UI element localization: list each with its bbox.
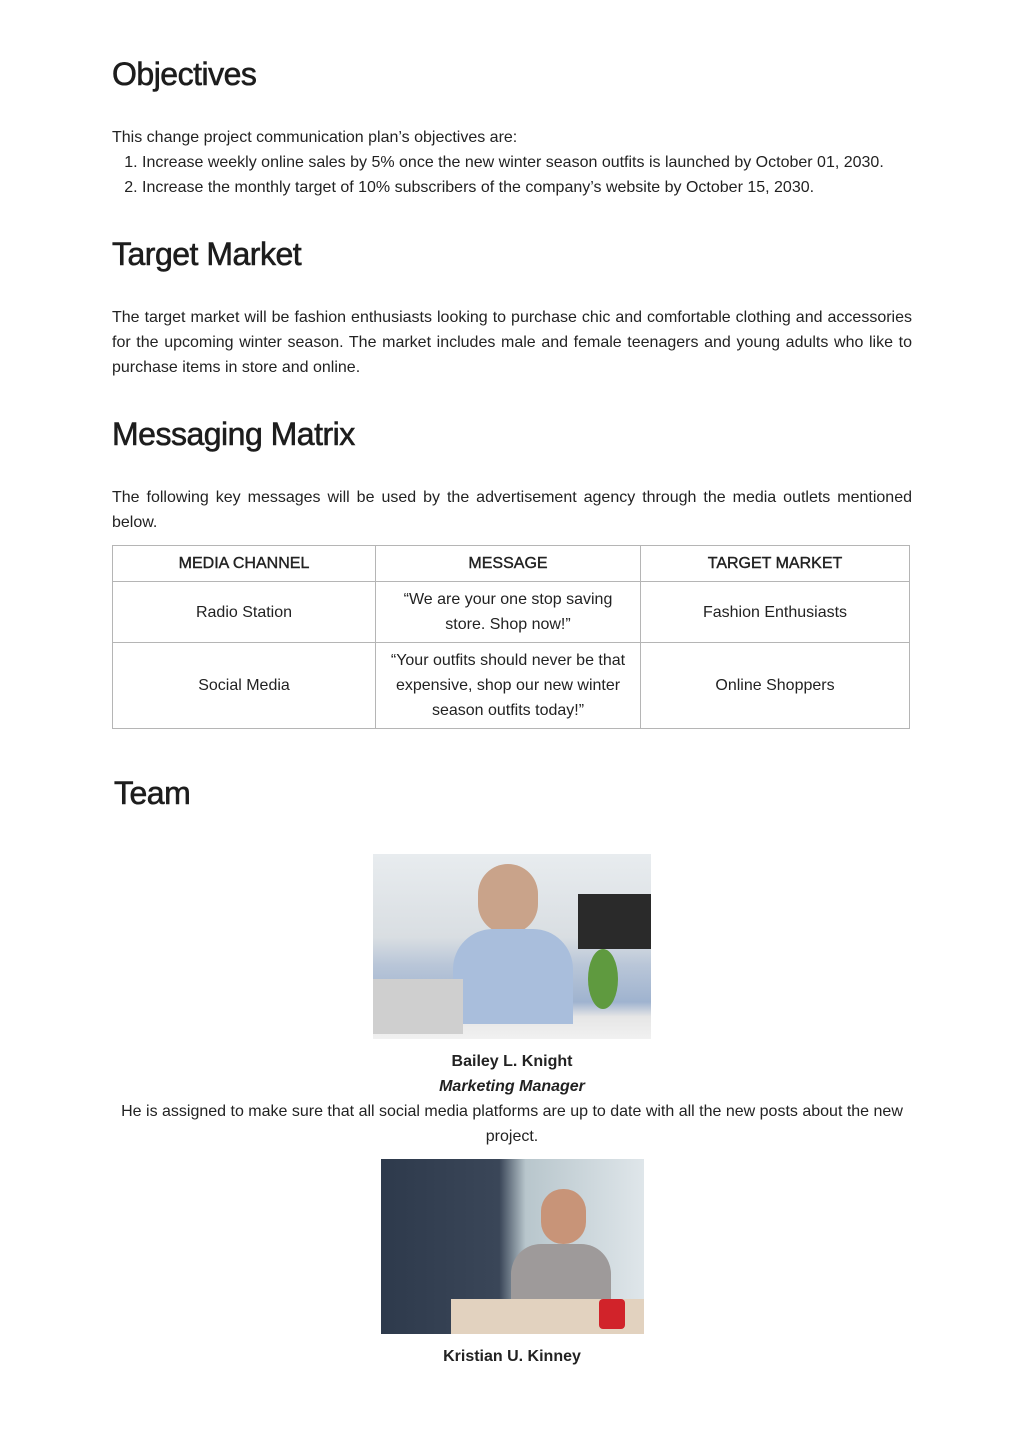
team-member-description: He is assigned to make sure that all social media platforms are up to date with all the new posts about the new project. bbox=[121, 1103, 903, 1145]
objectives-list bbox=[112, 150, 942, 200]
header-message: MESSAGE bbox=[376, 546, 641, 582]
objectives-heading: Objectives bbox=[112, 56, 257, 92]
team-member-name: Kristian U. Kinney bbox=[443, 1348, 581, 1365]
cell-media-channel: Radio Station bbox=[113, 582, 376, 643]
header-target-market: TARGET MARKET bbox=[641, 546, 910, 582]
cell-media-channel: Social Media bbox=[113, 643, 376, 729]
table-row bbox=[113, 582, 910, 643]
team-member-name: Bailey L. Knight bbox=[451, 1053, 573, 1070]
team-heading: Team bbox=[114, 775, 191, 811]
target-market-heading: Target Market bbox=[112, 236, 302, 272]
cell-target-market: Online Shoppers bbox=[641, 643, 910, 729]
team-member-role: Marketing Manager bbox=[439, 1078, 585, 1095]
team-member-photo bbox=[381, 1159, 644, 1334]
objective-item: 2. Increase the monthly target of 10% subscribers of the company’s website by October 15, 2030. bbox=[142, 175, 942, 200]
cell-target-market: Fashion Enthusiasts bbox=[641, 582, 910, 643]
table-header-row bbox=[113, 546, 910, 582]
target-market-body: The target market will be fashion enthusiasts looking to purchase chic and comfortable clothing and accessories for the upcoming winter season. The market includes male and female teenagers and young adults who like to purchase items in store and online. bbox=[112, 309, 912, 376]
messaging-intro: The following key messages will be used by the advertisement agency through the media outlets mentioned below. bbox=[112, 489, 912, 531]
cell-message: “We are your one stop saving store. Shop now!” bbox=[376, 582, 641, 643]
messaging-matrix-heading: Messaging Matrix bbox=[112, 416, 355, 452]
cell-message: “Your outfits should never be that expensive, shop our new winter season outfits today!” bbox=[376, 643, 641, 729]
objectives-intro: This change project communication plan’s objectives are: bbox=[112, 129, 518, 146]
messaging-matrix-table bbox=[112, 545, 910, 729]
header-media-channel: MEDIA CHANNEL bbox=[113, 546, 376, 582]
objective-item: 1. Increase weekly online sales by 5% once the new winter season outfits is launched by October 01, 2030. bbox=[142, 150, 942, 175]
table-row bbox=[113, 643, 910, 729]
team-member-photo bbox=[373, 854, 651, 1039]
